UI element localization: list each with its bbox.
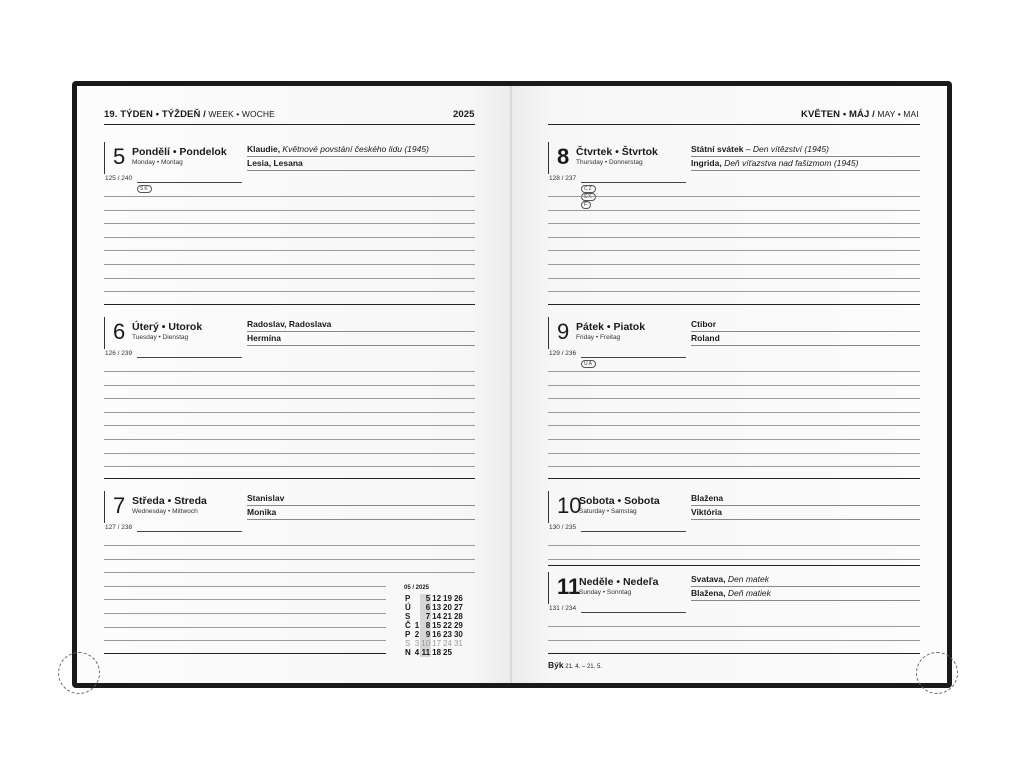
day-bar: [104, 491, 105, 523]
day-bar: [104, 142, 105, 174]
mini-calendar-row: [404, 603, 464, 612]
writing-line[interactable]: [548, 545, 920, 546]
mini-calendar-day: 12: [432, 594, 442, 603]
writing-line[interactable]: [548, 237, 920, 238]
mini-calendar-day: 23: [443, 630, 452, 639]
day-name: Pátek • Piatok: [576, 321, 646, 333]
writing-line[interactable]: [104, 291, 475, 292]
year-label: 2025: [453, 109, 475, 120]
writing-line[interactable]: [548, 439, 920, 440]
writing-line[interactable]: [104, 196, 475, 197]
day-count-line: [581, 182, 686, 183]
flag-icon: F: [581, 201, 591, 209]
name-day-row: [691, 157, 920, 171]
day-bar: [548, 142, 549, 174]
day-bar: [548, 491, 549, 523]
mini-calendar-day: [453, 648, 464, 657]
flag-icon: CZ: [581, 185, 596, 193]
day-number: 6: [113, 319, 126, 344]
writing-line[interactable]: [548, 453, 920, 454]
name-day-bold: Hermína: [247, 333, 282, 343]
name-day-bold: Monika: [247, 507, 277, 517]
day-number: 5: [113, 144, 126, 169]
name-day-bold: Radoslav, Radoslava: [247, 319, 332, 329]
mini-calendar-row: [404, 639, 464, 648]
writing-line[interactable]: [548, 466, 920, 467]
mini-calendar-weekday: Ú: [405, 603, 411, 612]
name-days: [691, 143, 920, 171]
writing-line[interactable]: [548, 196, 920, 197]
holiday-icons: [581, 360, 597, 368]
name-day-bold: Stanislav: [247, 493, 285, 503]
mini-calendar-row: [404, 594, 464, 603]
day-bar: [548, 572, 549, 604]
day-separator: [104, 478, 475, 479]
writing-line[interactable]: [104, 385, 475, 386]
day-count: 129 / 236: [549, 350, 577, 357]
mini-calendar-day: 11: [421, 648, 431, 657]
name-day-row: [691, 143, 920, 157]
name-day-note: Deň matiek: [725, 588, 771, 598]
writing-line[interactable]: [548, 264, 920, 265]
writing-line[interactable]: [548, 278, 920, 279]
name-day-note: Květnové povstání českého lidu (1945): [280, 144, 429, 154]
writing-line[interactable]: [104, 278, 475, 279]
mini-calendar-day: 19: [443, 594, 452, 603]
writing-line[interactable]: [548, 223, 920, 224]
mini-calendar-weekday: S: [405, 639, 411, 648]
name-day-row: [247, 492, 475, 506]
name-day-row: [247, 157, 475, 171]
writing-line[interactable]: [104, 545, 475, 546]
day-number: 8: [557, 144, 570, 169]
name-day-bold: Roland: [691, 333, 720, 343]
day-name: Úterý • Utorok: [132, 321, 203, 333]
mini-calendar-day: 3: [414, 639, 420, 648]
day-count: 128 / 237: [549, 175, 577, 182]
mini-calendar-day: 6: [420, 603, 431, 612]
mini-calendar-weekday: S: [405, 612, 411, 621]
name-day-bold: Lesia, Lesana: [247, 158, 303, 168]
mini-calendar-day: 17: [432, 639, 442, 648]
writing-line[interactable]: [548, 412, 920, 413]
writing-line[interactable]: [548, 250, 920, 251]
mini-calendar-day: 10: [421, 639, 431, 648]
name-day-row: [691, 573, 920, 587]
writing-line[interactable]: [104, 453, 475, 454]
day-separator: [104, 304, 475, 305]
mini-calendar-day: 2: [414, 630, 420, 639]
writing-line[interactable]: [104, 586, 386, 587]
writing-line[interactable]: [104, 398, 475, 399]
mini-calendar-row: [404, 630, 464, 639]
name-day-row: [691, 492, 920, 506]
month-sub: MAY • MAI: [874, 109, 919, 119]
writing-line[interactable]: [104, 627, 386, 628]
name-day-bold: Blažena,: [691, 588, 726, 598]
mini-calendar-day: 20: [443, 603, 452, 612]
name-day-bold: Státní svátek: [691, 144, 744, 154]
holiday-icons: [137, 185, 153, 193]
writing-line[interactable]: [548, 371, 920, 372]
mini-calendar-day: 30: [453, 630, 463, 639]
zodiac-note: [548, 660, 602, 670]
writing-line[interactable]: [548, 398, 920, 399]
writing-line[interactable]: [104, 439, 475, 440]
day-count: 125 / 240: [105, 175, 133, 182]
writing-line[interactable]: [548, 210, 920, 211]
mini-calendar-day: 16: [432, 630, 442, 639]
mini-calendar-day: 28: [453, 612, 463, 621]
day-separator: [104, 653, 386, 654]
day-subtitle: Tuesday • Dienstag: [132, 334, 189, 341]
writing-line[interactable]: [548, 559, 920, 560]
writing-line[interactable]: [104, 640, 386, 641]
day-count-line: [581, 531, 686, 532]
name-day-bold: Ingrida,: [691, 158, 722, 168]
mini-calendar-day: 5: [420, 594, 431, 603]
day-subtitle: Thursday • Donnerstag: [576, 159, 643, 166]
day-name: Pondělí • Pondelok: [132, 146, 227, 158]
name-day-bold: Viktória: [691, 507, 723, 517]
day-count-line: [137, 531, 242, 532]
day-number: 11: [557, 574, 581, 599]
day-count-line: [137, 357, 242, 358]
day-count-line: [581, 612, 686, 613]
mini-calendar-row: [404, 648, 464, 657]
writing-line[interactable]: [104, 237, 475, 238]
mini-calendar-day: 22: [443, 621, 452, 630]
name-days: [247, 318, 475, 346]
name-day-note: Den matek: [725, 574, 769, 584]
day-count: 130 / 235: [549, 524, 577, 531]
name-days: [691, 573, 920, 601]
day-subtitle: Monday • Montag: [132, 159, 183, 166]
mini-calendar-day: 7: [420, 612, 431, 621]
mini-calendar-weekday: Č: [405, 621, 411, 630]
writing-line[interactable]: [104, 371, 475, 372]
writing-line[interactable]: [104, 613, 386, 614]
name-days: [691, 492, 920, 520]
writing-line[interactable]: [104, 250, 475, 251]
mini-calendar-day: 24: [443, 639, 452, 648]
writing-line[interactable]: [104, 210, 475, 211]
mini-calendar-day: 13: [432, 603, 442, 612]
writing-line[interactable]: [548, 640, 920, 641]
day-subtitle: Saturday • Samstag: [579, 508, 637, 515]
name-day-row: [691, 587, 920, 601]
day-bar: [104, 317, 105, 349]
mini-calendar-day: 25: [443, 648, 452, 657]
day-bar: [548, 317, 549, 349]
mini-calendar-day: 4: [414, 648, 420, 657]
writing-line[interactable]: [548, 626, 920, 627]
day-separator: [548, 478, 920, 479]
day-count-line: [137, 182, 242, 183]
mini-calendar-day: 18: [432, 648, 442, 657]
name-day-row: [247, 506, 475, 520]
mini-calendar-title: 05 / 2025: [404, 585, 430, 591]
day-subtitle: Wednesday • Mittwoch: [132, 508, 198, 515]
holiday-icons: [581, 185, 597, 209]
name-day-row: [691, 506, 920, 520]
day-name: Neděle • Nedeľa: [579, 576, 659, 588]
day-number: 10: [557, 493, 582, 518]
right-corner-mark: [916, 652, 958, 694]
writing-line[interactable]: [104, 425, 475, 426]
writing-line[interactable]: [104, 223, 475, 224]
writing-line[interactable]: [104, 412, 475, 413]
spine: [510, 86, 512, 683]
left-corner-mark: [58, 652, 100, 694]
writing-line[interactable]: [104, 599, 386, 600]
day-count: 131 / 234: [549, 605, 577, 612]
name-day-bold: Blažena: [691, 493, 724, 503]
day-separator: [548, 653, 920, 654]
mini-calendar-day: 14: [432, 612, 442, 621]
day-name: Čtvrtek • Štvrtok: [576, 146, 658, 158]
mini-calendar-day: 27: [453, 603, 463, 612]
day-subtitle: Sunday • Sonntag: [579, 589, 632, 596]
mini-calendar-day: 15: [432, 621, 442, 630]
day-separator: [548, 565, 920, 566]
writing-line[interactable]: [104, 264, 475, 265]
day-separator: [548, 304, 920, 305]
day-number: 7: [113, 493, 126, 518]
day-name: Středa • Streda: [132, 495, 207, 507]
name-day-row: [247, 143, 475, 157]
name-days: [247, 143, 475, 171]
flag-icon: UA: [581, 360, 596, 368]
mini-calendar-day: 21: [443, 612, 452, 621]
mini-calendar-day: 9: [420, 630, 431, 639]
writing-line[interactable]: [548, 385, 920, 386]
mini-calendar-day: 29: [453, 621, 463, 630]
day-count-line: [581, 357, 686, 358]
mini-calendar-weekday: P: [405, 594, 411, 603]
name-day-row: [691, 332, 920, 346]
name-day-note: – Den vítězství (1945): [743, 144, 829, 154]
mini-calendar-grid: [404, 594, 464, 657]
mini-calendar-row: [404, 612, 464, 621]
week-sub: WEEK • WOCHE: [205, 109, 275, 119]
week-label: 19. TÝDEN • TÝŽDEŇ /: [104, 109, 206, 120]
mini-calendar-weekday: N: [405, 648, 411, 657]
mini-calendar-day: 26: [453, 594, 463, 603]
day-count: 127 / 238: [105, 524, 133, 531]
mini-calendar-row: [404, 621, 464, 630]
name-day-bold: Klaudie,: [247, 144, 281, 154]
name-days: [247, 492, 475, 520]
month-header: [801, 109, 919, 120]
left-header-line: [104, 124, 475, 125]
writing-line[interactable]: [548, 425, 920, 426]
name-days: [691, 318, 920, 346]
flag-icon: SK: [581, 193, 596, 201]
zodiac-name: Býk: [548, 660, 564, 670]
name-day-bold: Svatava,: [691, 574, 726, 584]
right-header-line: [548, 124, 920, 125]
month-label: KVĚTEN • MÁJ /: [801, 109, 875, 120]
writing-line[interactable]: [548, 291, 920, 292]
mini-calendar-day: 1: [414, 621, 420, 630]
writing-line[interactable]: [104, 572, 475, 573]
day-name: Sobota • Sobota: [579, 495, 660, 507]
name-day-row: [247, 332, 475, 346]
zodiac-range: 21. 4. – 21. 5.: [563, 664, 602, 670]
writing-line[interactable]: [104, 559, 475, 560]
mini-calendar: [404, 584, 464, 657]
name-day-note: Deň víťazstva nad fašizmom (1945): [721, 158, 859, 168]
name-day-row: [247, 318, 475, 332]
name-day-row: [691, 318, 920, 332]
mini-calendar-day: 31: [453, 639, 463, 648]
day-subtitle: Friday • Freitag: [576, 334, 621, 341]
mini-calendar-weekday: P: [405, 630, 411, 639]
week-header: [104, 109, 275, 120]
writing-line[interactable]: [104, 466, 475, 467]
mini-calendar-day: 8: [420, 621, 431, 630]
name-day-bold: Ctibor: [691, 319, 717, 329]
day-count: 126 / 239: [105, 350, 133, 357]
day-number: 9: [557, 319, 570, 344]
flag-icon: SK: [137, 185, 152, 193]
